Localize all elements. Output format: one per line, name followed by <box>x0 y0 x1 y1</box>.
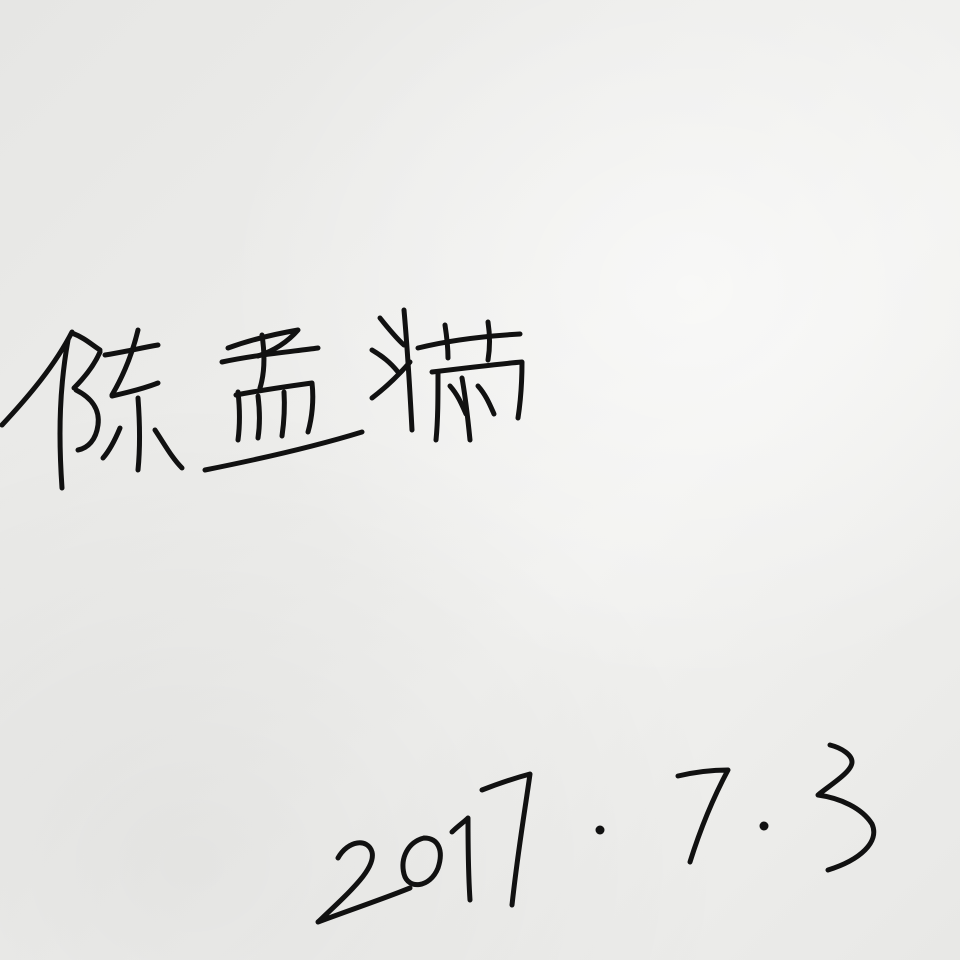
signature-char-man <box>372 310 522 440</box>
signature-date-year <box>318 774 530 922</box>
signature-char-chen <box>2 330 182 488</box>
signature-char-meng <box>205 330 362 470</box>
signature-date-month-day <box>596 745 874 870</box>
